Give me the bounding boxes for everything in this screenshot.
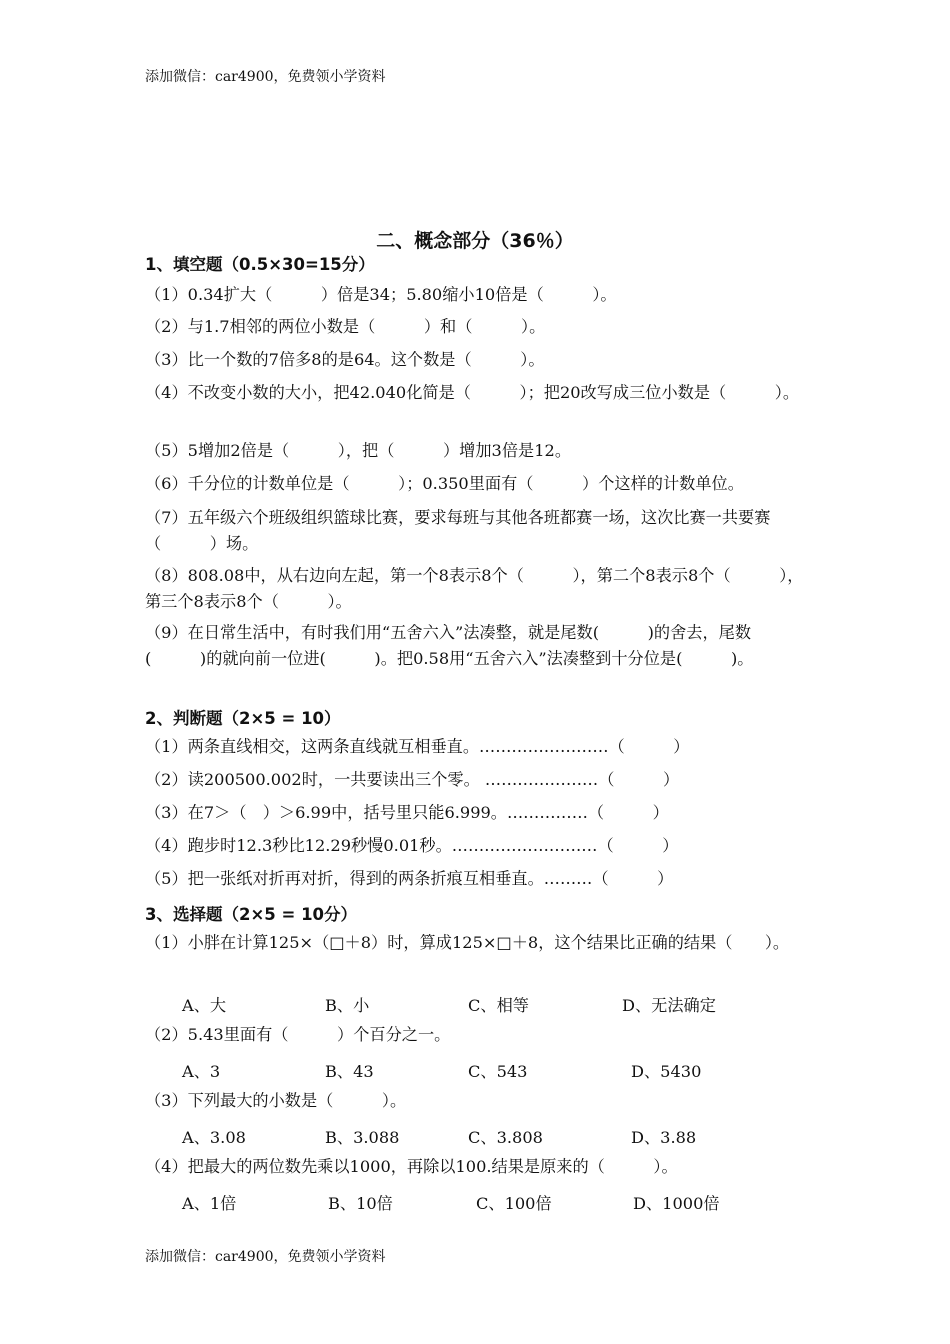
choice-2-option-b: B、43 [325, 1062, 374, 1081]
fill-item-7: （7）五年级六个班级组织篮球比赛，要求每班与其他各班都赛一场，这次比赛一共要赛（ ）场。 [145, 508, 771, 553]
fill-item-4: （4）不改变小数的大小，把42.040化简是（ ）；把20改写成三位小数是（ ）。 [145, 383, 800, 402]
judge-item-4: （4）跑步时12.3秒比12.29秒慢0.01秒。………………………（ ） [145, 836, 679, 855]
choice-4-option-a: A、1倍 [182, 1194, 237, 1213]
choice-question-3: （3）下列最大的小数是（ ）。 [145, 1091, 407, 1110]
choice-2-option-d: D、5430 [631, 1062, 702, 1081]
section-title: 二、概念部分（36％） [376, 230, 574, 252]
judge-item-5: （5）把一张纸对折再对折，得到的两条折痕互相垂直。………（ ） [145, 869, 674, 888]
choice-3-option-c: C、3.808 [468, 1128, 543, 1147]
choice-3-option-b: B、3.088 [325, 1128, 400, 1147]
fill-item-6: （6）千分位的计数单位是（ ）；0.350里面有（ ）个这样的计数单位。 [145, 474, 744, 493]
choice-1-option-a: A、大 [182, 996, 227, 1015]
judge-item-1: （1）两条直线相交，这两条直线就互相垂直。……………………（ ） [145, 737, 690, 756]
fill-item-9: （9）在日常生活中，有时我们用“五舍六入”法凑整，就是尾数( )的舍去，尾数( )的就向前一位进( )。把0.58用“五舍六入”法凑整到十分位是( )。 [145, 623, 754, 668]
choice-4-option-d: D、1000倍 [633, 1194, 720, 1213]
fill-item-8: （8）808.08中，从右边向左起，第一个8表示8个（ ），第二个8表示8个（ ），第三个8表示8个（ ）。 [145, 566, 804, 611]
fill-item-5: （5）5增加2倍是（ ），把（ ）增加3倍是12。 [145, 441, 572, 460]
fill-item-1: （1）0.34扩大（ ）倍是34；5.80缩小10倍是（ ）。 [145, 285, 617, 304]
choice-1-option-d: D、无法确定 [622, 996, 716, 1015]
choice-heading: 3、选择题（2×5 = 10分） [145, 905, 358, 924]
choice-question-1: （1）小胖在计算125×（□＋8）时，算成125×□＋8，这个结果比正确的结果（ ）。 [145, 933, 790, 952]
judge-heading: 2、判断题（2×5 = 10） [145, 709, 341, 728]
choice-question-2: （2）5.43里面有（ ）个百分之一。 [145, 1025, 451, 1044]
choice-3-option-d: D、3.88 [631, 1128, 697, 1147]
page-footer-note: 添加微信：car4900，免费领小学资料 [145, 1249, 386, 1265]
choice-2-option-c: C、543 [468, 1062, 528, 1081]
choice-3-option-a: A、3.08 [182, 1128, 246, 1147]
choice-2-option-a: A、3 [182, 1062, 221, 1081]
page-header-note: 添加微信：car4900，免费领小学资料 [145, 69, 386, 85]
choice-4-option-c: C、100倍 [476, 1194, 552, 1213]
judge-item-3: （3）在7＞（ ）＞6.99中，括号里只能6.999。……………（ ） [145, 803, 669, 822]
choice-question-4: （4）把最大的两位数先乘以1000，再除以100.结果是原来的（ ）。 [145, 1157, 678, 1176]
fill-item-3: （3）比一个数的7倍多8的是64。这个数是（ ）。 [145, 350, 545, 369]
fill-heading: 1、填空题（0.5×30=15分） [145, 255, 375, 274]
choice-1-option-b: B、小 [325, 996, 370, 1015]
judge-item-2: （2）读200500.002时，一共要读出三个零。 …………………（ ） [145, 770, 680, 789]
fill-item-2: （2）与1.7相邻的两位小数是（ ）和（ ）。 [145, 317, 546, 336]
choice-4-option-b: B、10倍 [328, 1194, 393, 1213]
choice-1-option-c: C、相等 [468, 996, 529, 1015]
